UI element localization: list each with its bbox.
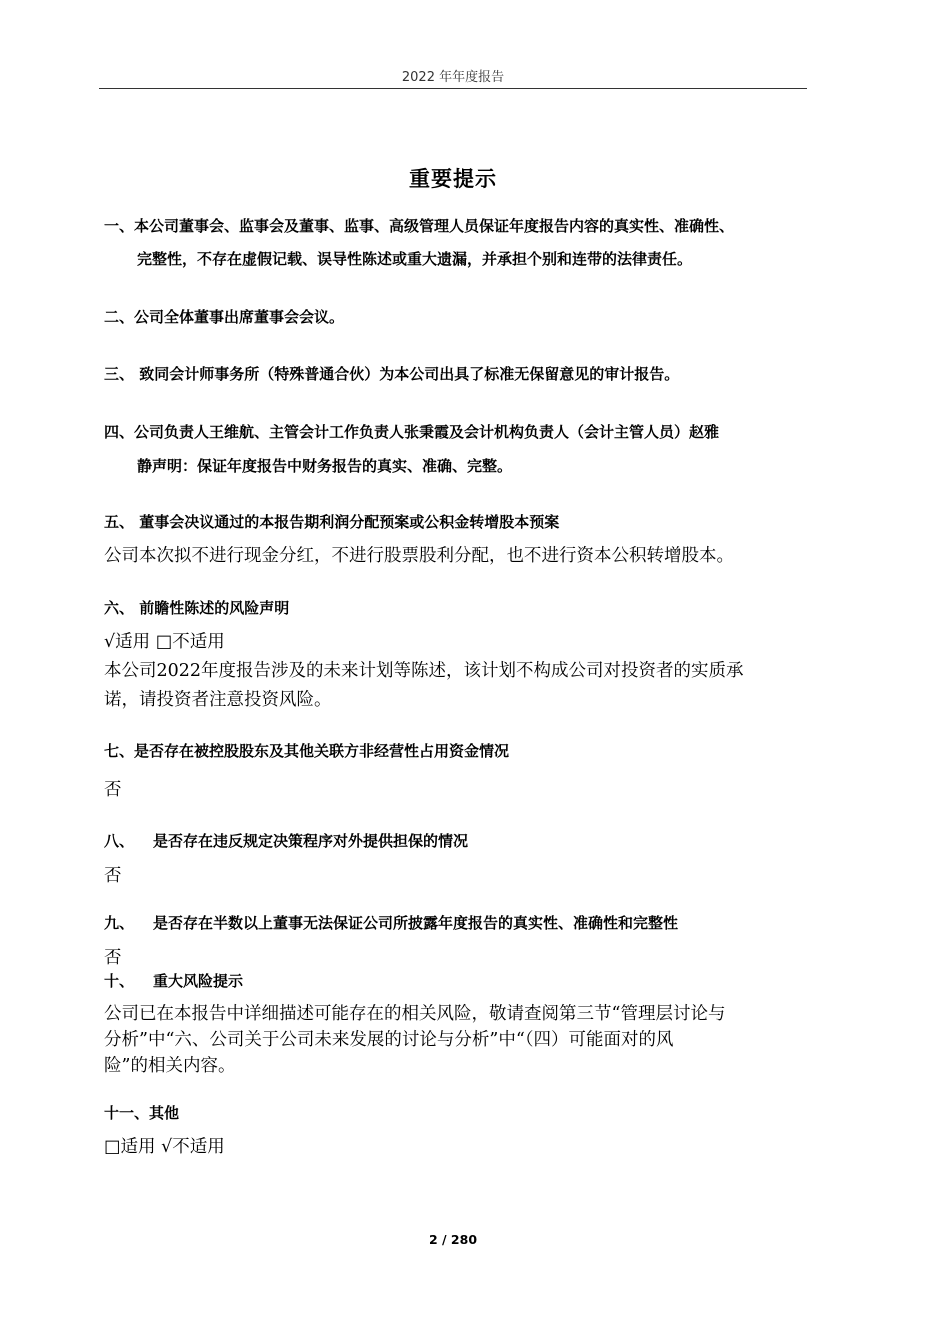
item-6-body-line-2: 诺，请投资者注意投资风险。 — [104, 690, 332, 710]
page-number: 2 / 280 — [428, 1232, 478, 1247]
item-9-number: 九、 — [104, 914, 135, 932]
item-8-heading: 是否存在违反规定决策程序对外提供担保的情况 — [153, 832, 469, 850]
item-6-heading: 六、 前瞻性陈述的风险声明 — [104, 599, 290, 617]
item-10-heading: 重大风险提示 — [153, 972, 244, 990]
item-1-line-2: 完整性，不存在虚假记载、误导性陈述或重大遗漏，并承担个别和连带的法律责任。 — [137, 250, 693, 268]
page-title: 重要提示 — [409, 167, 497, 191]
item-7-heading: 七、是否存在被控股股东及其他关联方非经营性占用资金情况 — [104, 742, 510, 760]
item-11-heading: 十一、其他 — [104, 1104, 180, 1122]
item-10-body-line-1: 公司已在本报告中详细描述可能存在的相关风险，敬请查阅第三节“管理层讨论与 — [104, 1004, 726, 1024]
item-6-applicability: √适用 □不适用 — [104, 632, 225, 652]
item-10-number: 十、 — [104, 972, 135, 990]
item-7-answer: 否 — [104, 780, 122, 800]
item-3: 三、 致同会计师事务所（特殊普通合伙）为本公司出具了标准无保留意见的审计报告。 — [104, 365, 680, 383]
item-10-body-line-2: 分析”中“六、公司关于公司未来发展的讨论与分析”中“（四）可能面对的风 — [104, 1030, 674, 1050]
item-1-line-1: 一、本公司董事会、监事会及董事、监事、高级管理人员保证年度报告内容的真实性、准确性、 — [104, 217, 735, 235]
item-4-line-2: 静声明：保证年度报告中财务报告的真实、准确、完整。 — [137, 457, 513, 475]
item-4-line-1: 四、公司负责人王维航、主管会计工作负责人张秉霞及会计机构负责人（会计主管人员）赵雅 — [104, 423, 720, 441]
item-8-answer: 否 — [104, 866, 122, 886]
item-9-answer: 否 — [104, 948, 122, 968]
item-6-body-line-1: 本公司2022年度报告涉及的未来计划等陈述，该计划不构成公司对投资者的实质承 — [104, 661, 744, 681]
item-11-applicability: □适用 √不适用 — [104, 1137, 225, 1157]
item-8-number: 八、 — [104, 832, 135, 850]
item-10-body-line-3: 险”的相关内容。 — [104, 1056, 236, 1076]
item-2: 二、公司全体董事出席董事会会议。 — [104, 308, 345, 326]
item-5-heading: 五、 董事会决议通过的本报告期利润分配预案或公积金转增股本预案 — [104, 513, 560, 531]
item-5-body: 公司本次拟不进行现金分红，不进行股票股利分配，也不进行资本公积转增股本。 — [104, 546, 734, 566]
running-header: 2022 年年度报告 — [401, 70, 505, 85]
header-divider — [99, 88, 807, 89]
item-9-heading: 是否存在半数以上董事无法保证公司所披露年度报告的真实性、准确性和完整性 — [153, 914, 679, 932]
